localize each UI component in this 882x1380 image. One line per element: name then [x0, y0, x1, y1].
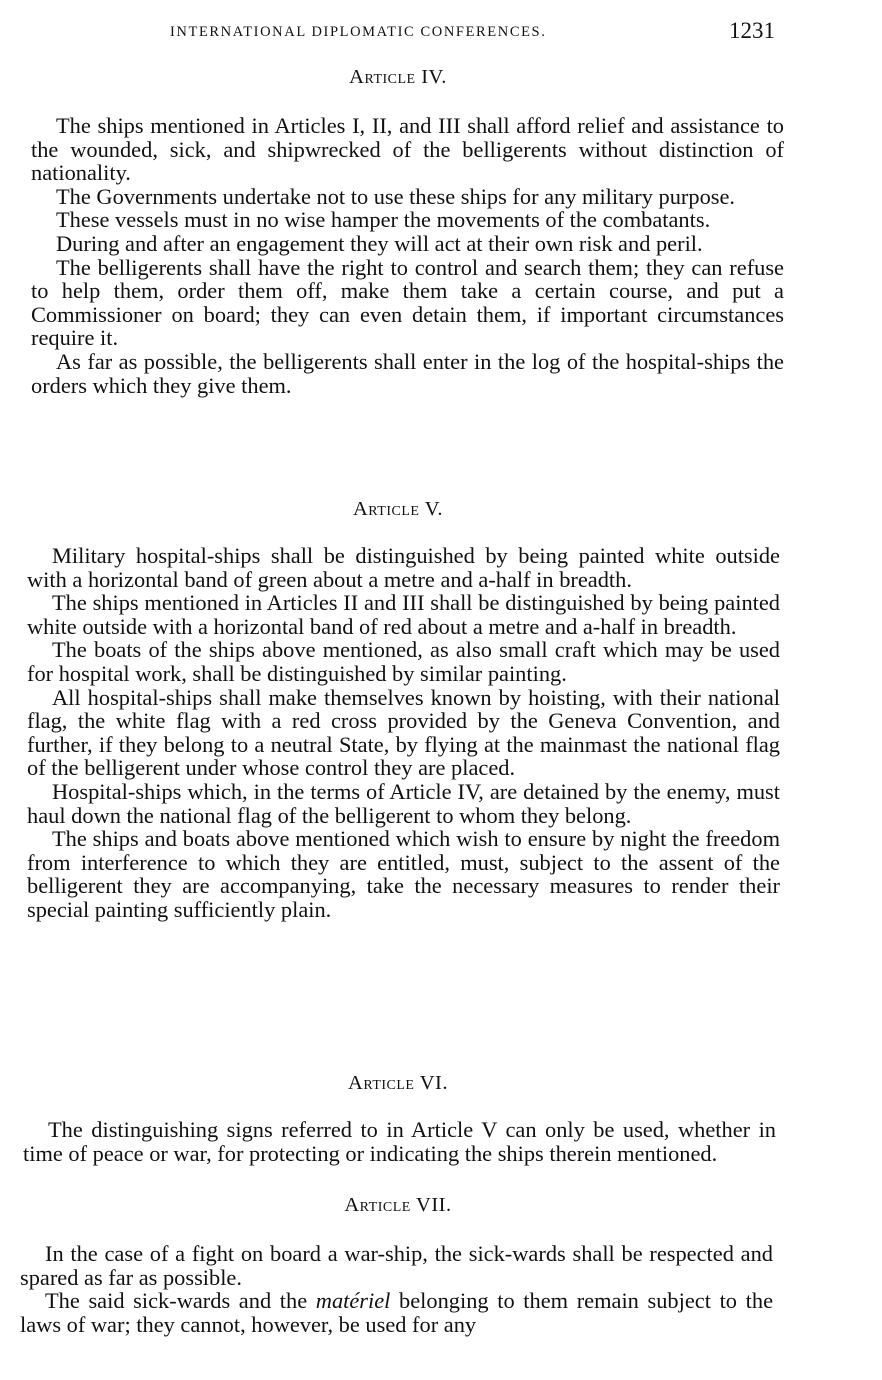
- italic-term: matériel: [315, 1288, 391, 1314]
- paragraph: Military hospital-ships shall be distinguished by being painted white outside with a horizontal band of green about a metre and a-half in breadth.: [27, 543, 780, 592]
- running-header: [0, 18, 882, 48]
- article-vii-body: [20, 1242, 773, 1336]
- article-v-body: [27, 544, 780, 922]
- paragraph: Hospital-ships which, in the terms of Article IV, are detained by the enemy, must haul down the national flag of the belligerent to whom they belong.: [27, 778, 780, 828]
- paragraph: The ships mentioned in Articles I, II, and III shall afford relief and assistance to the wounded, sick, and shipwrecked of the belligerents without distinction of nationality.: [31, 113, 784, 186]
- article-vi-body: [23, 1118, 776, 1165]
- paragraph: The boats of the ships above mentioned, as also small craft which may be used for hospital work, shall be distinguished by similar painting.: [27, 637, 780, 686]
- paragraph: In the case of a fight on board a war-ship, the sick-wards shall be respected and spared as far as possible.: [20, 1241, 773, 1290]
- paragraph: These vessels must in no wise hamper the movements of the combatants.: [56, 207, 711, 233]
- paragraph: During and after an engagement they will act at their own risk and peril.: [56, 230, 703, 256]
- page-number: 1231: [729, 18, 775, 43]
- paragraph: The ships mentioned in Articles II and III shall be distinguished by being painted white outside with a horizontal band of red about a metre and a-half in breadth.: [27, 590, 780, 639]
- paragraph: The Governments undertake not to use these ships for any military purpose.: [56, 183, 736, 209]
- paragraph: The belligerents shall have the right to control and search them; they can refuse to help them, order them off, make them take a certain course, and put a Commissioner on board; they can even detain them, if important circumstances require it.: [31, 254, 784, 351]
- article-iv-heading: Article IV.: [349, 66, 447, 88]
- paragraph: All hospital-ships shall make themselves known by hoisting, with their national flag, the white flag with a red cross provided by the Geneva Convention, and further, if they belong to a neutral State, by flying at the mainmast the national flag of the belligerent under whose control they are placed.: [27, 684, 780, 781]
- article-v-heading: Article V.: [353, 498, 443, 520]
- text-run: belonging to them remain subject to the laws of war; they cannot, however, be used for any: [20, 1288, 774, 1337]
- article-vi-heading: Article VI.: [348, 1072, 448, 1094]
- running-title: INTERNATIONAL DIPLOMATIC CONFERENCES.: [170, 24, 547, 40]
- paragraph: The ships and boats above mentioned which wish to ensure by night the freedom from interference to which they are entitled, must, subject to the assent of the belligerent they are accompanying, take the necessary measures to render their special painting sufficiently plain.: [27, 826, 780, 922]
- paragraph: [20, 1289, 773, 1336]
- text-run: The said sick-wards and the: [45, 1288, 316, 1314]
- paragraph: As far as possible, the belligerents shall enter in the log of the hospital-ships the orders which they give them.: [31, 348, 784, 398]
- paragraph: The distinguishing signs referred to in Article V can only be used, whether in time of peace or war, for protecting or indicating the ships therein mentioned.: [23, 1117, 776, 1166]
- article-iv-body: [31, 114, 784, 397]
- article-vii-heading: Article VII.: [344, 1194, 452, 1216]
